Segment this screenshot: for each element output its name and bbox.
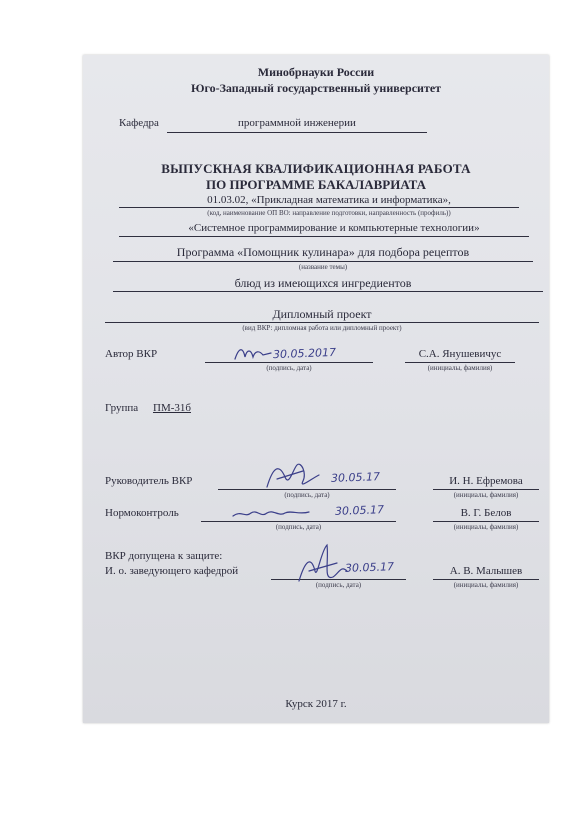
supervisor-name-caption: (инициалы, фамилия) [453,491,519,499]
topic-underline-2 [113,291,543,292]
work-type-value: Дипломный проект [272,307,372,321]
department-label: Кафедра [119,117,159,129]
admission-name: А. В. Малышев [449,565,523,577]
topic-underline-1 [113,261,533,262]
work-type-caption: (вид ВКР: дипломная работа или дипломный проект) [242,324,402,332]
profile-value: «Системное программирование и компьютерные технологии» [188,222,480,234]
group-label: Группа [105,402,139,414]
normcontrol-name-caption: (инициалы, фамилия) [453,523,519,531]
group-value: ПМ-31б [153,402,191,414]
title-page [83,55,549,723]
work-title-line-1: ВЫПУСКНАЯ КВАЛИФИКАЦИОННАЯ РАБОТА [161,161,471,176]
supervisor-signature [263,459,323,493]
direction-value: 01.03.02, «Прикладная математика и информатика», [207,194,451,206]
author-name-underline [405,362,515,363]
supervisor-name-underline [433,489,539,490]
ministry-name: Минобрнауки России [257,65,375,79]
normcontrol-signature [231,507,311,521]
city-year: Курск 2017 г. [285,698,347,710]
admission-line-1: ВКР допущена к защите: [105,550,223,562]
supervisor-sign-caption: (подпись, дата) [284,491,330,499]
supervisor-name: И. Н. Ефремова [449,475,523,487]
supervisor-sign-date: 30.05.17 [330,470,381,485]
direction-caption: (код, наименование ОП ВО: направление подготовки, направленность (профиль)) [207,209,451,217]
university-name: Юго-Западный государственный университет [190,81,442,95]
normcontrol-name: В. Г. Белов [460,507,512,519]
author-sign-date: 30.05.2017 [272,345,337,362]
admission-name-caption: (инициалы, фамилия) [453,581,519,589]
author-signature [233,345,273,363]
normcontrol-label: Нормоконтроль [105,507,179,519]
author-sign-caption: (подпись, дата) [266,364,312,372]
supervisor-label: Руководитель ВКР [105,475,193,487]
normcontrol-sign-underline [201,521,396,522]
author-name-caption: (инициалы, фамилия) [427,364,493,372]
topic-line-2: блюд из имеющихся ингредиентов [234,276,412,290]
author-label: Автор ВКР [105,348,158,360]
direction-underline [119,207,519,208]
admission-sign-caption: (подпись, дата) [315,581,362,589]
department-underline [167,132,427,133]
profile-underline [119,236,529,237]
topic-caption: (название темы) [298,263,348,271]
work-type-underline [105,322,539,323]
topic-line-1: Программа «Помощник кулинара» для подбора рецептов [176,245,470,259]
author-sign-underline [205,362,373,363]
department-value: программной инженерии [238,117,356,129]
admission-line-2: И. о. заведующего кафедрой [105,565,239,577]
normcontrol-sign-date: 30.05.17 [334,503,385,518]
admission-sign-date: 30.05.17 [344,560,395,575]
admission-name-underline [433,579,539,580]
work-title-line-2: ПО ПРОГРАММЕ БАКАЛАВРИАТА [205,177,427,192]
normcontrol-sign-caption: (подпись, дата) [275,523,322,531]
author-name: С.А. Янушевичус [418,348,502,360]
normcontrol-name-underline [433,521,539,522]
